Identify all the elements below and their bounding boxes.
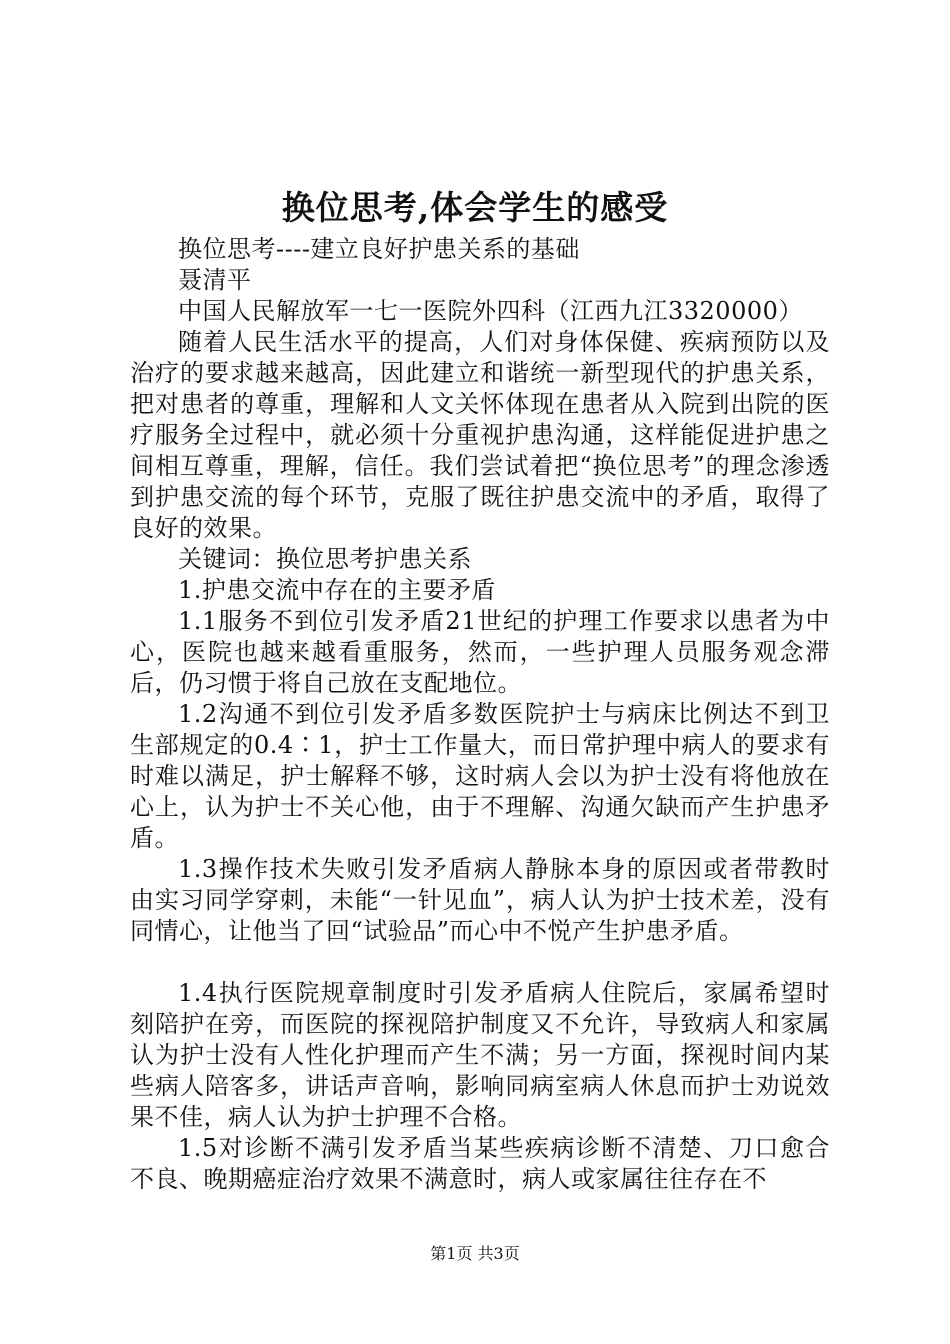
subtitle-paragraph: 换位思考----建立良好护患关系的基础: [178, 235, 580, 263]
keywords-paragraph: 关键词：换位思考护患关系: [178, 545, 472, 573]
page-footer: 第1页 共3页: [430, 1244, 520, 1263]
affiliation-paragraph: 中国人民解放军一七一医院外四科（江西九江3320000）: [178, 297, 803, 325]
body-paragraph: 1.3操作技术失败引发矛盾病人静脉本身的原因或者带教时由实习同学穿刺，未能“一针见血”，病人认为护士技术差，没有同情心，让他当了回“试验品”而心中不悦产生护患矛盾。: [130, 855, 830, 945]
section-heading: 1.护患交流中存在的主要矛盾: [178, 576, 496, 604]
body-paragraph: 1.5对诊断不满引发矛盾当某些疾病诊断不清楚、刀口愈合不良、晚期癌症治疗效果不满意时，病人或家属往往存在不: [130, 1134, 830, 1193]
document-body: [130, 234, 830, 1195]
blank-line: [130, 947, 830, 978]
abstract-paragraph: 随着人民生活水平的提高，人们对身体保健、疾病预防以及治疗的要求越来越高，因此建立和谐统一新型现代的护患关系，把对患者的尊重，理解和人文关怀体现在患者从入院到出院的医疗服务全过程中，就必须十分重视护患沟通，这样能促进护患之间相互尊重，理解，信任。我们尝试着把“换位思考”的理念渗透到护患交流的每个环节，克服了既往护患交流中的矛盾，取得了良好的效果。: [130, 328, 830, 542]
body-paragraph: 1.4执行医院规章制度时引发矛盾病人住院后，家属希望时刻陪护在旁，而医院的探视陪护制度又不允许，导致病人和家属认为护士没有人性化护理而产生不满；另一方面，探视时间内某些病人陪客多，讲话声音响，影响同病室病人休息而护士劝说效果不佳，病人认为护士护理不合格。: [130, 979, 830, 1131]
author-paragraph: 聂清平: [178, 266, 252, 294]
body-paragraph: 1.1服务不到位引发矛盾21世纪的护理工作要求以患者为中心，医院也越来越看重服务，然而，一些护理人员服务观念滞后，仍习惯于将自己放在支配地位。: [130, 607, 830, 697]
document-title: 换位思考,体会学生的感受: [281, 188, 669, 227]
body-paragraph: 1.2沟通不到位引发矛盾多数医院护士与病床比例达不到卫生部规定的0.4∶1，护士工作量大，而日常护理中病人的要求有时难以满足，护士解释不够，这时病人会以为护士没有将他放在心上，认为护士不关心他，由于不理解、沟通欠缺而产生护患矛盾。: [130, 700, 830, 852]
